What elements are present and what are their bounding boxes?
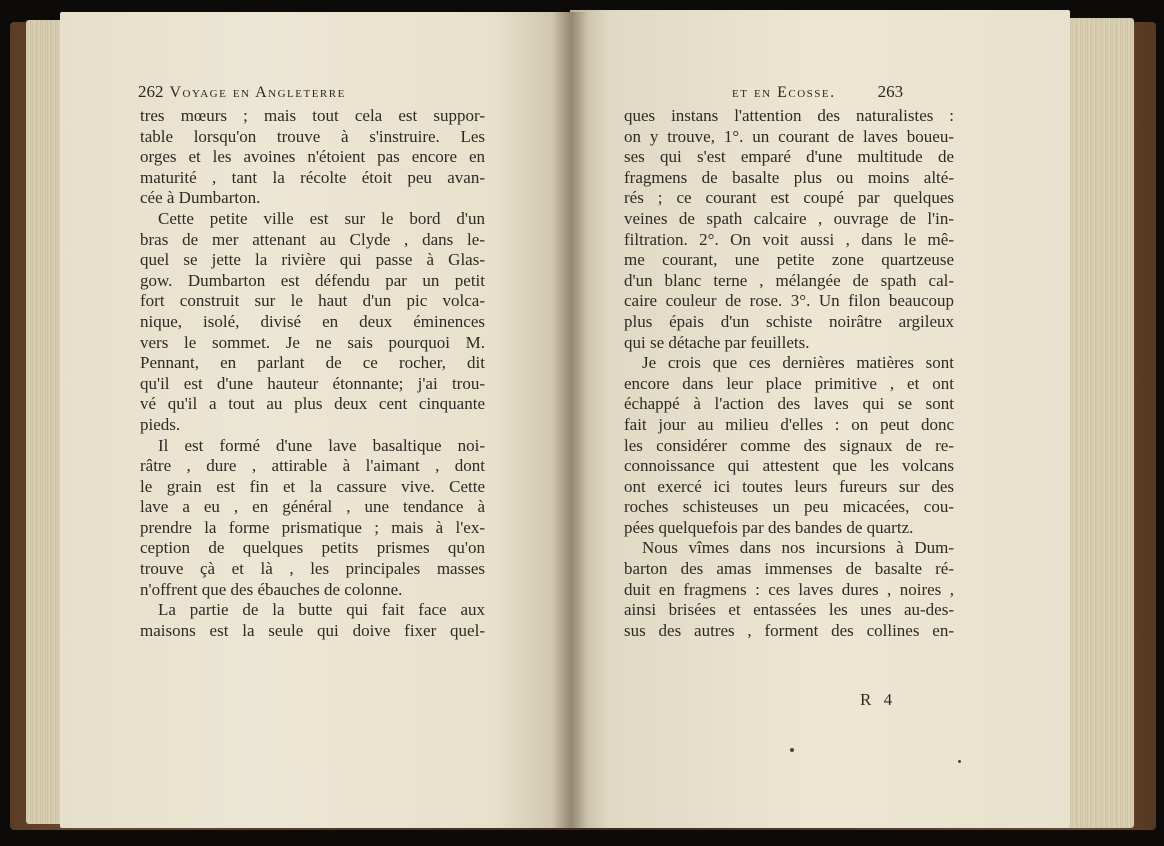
text-line: on y trouve, 1°. un courant de laves boueu- [624, 126, 954, 146]
text-line: sus des autres , forment des collines en- [624, 620, 954, 640]
text-line: Cette petite ville est sur le bord d'un [158, 208, 485, 228]
left-page-header [138, 82, 488, 102]
right-page-edges [1066, 18, 1134, 828]
text-line: rés ; ce courant est coupé par quelques [624, 188, 954, 208]
left-page-text [140, 106, 485, 641]
text-line: râtre , dure , attirable à l'aimant , dont [140, 456, 485, 476]
text-line: ont exercé ici toutes leurs fureurs sur des [624, 476, 954, 496]
text-line: trouve çà et là , les principales masses [140, 559, 485, 579]
right-page-number: 263 [877, 82, 904, 101]
text-line: fait jour au milieu d'elles : on peut donc [624, 414, 954, 434]
text-line: caire couleur de rose. 3°. Un filon beaucoup [624, 291, 954, 311]
text-line: qu'il est d'une hauteur étonnante; j'ai trou- [140, 373, 485, 393]
text-line: les considérer comme des signaux de re- [624, 435, 954, 455]
left-page-number: 262 [138, 82, 164, 101]
text-line: bras de mer attenant au Clyde , dans le- [140, 229, 485, 249]
text-line: qui se détache par feuillets. [624, 332, 810, 352]
text-line: maisons est la seule qui doive fixer quel- [140, 620, 485, 640]
text-line: d'un blanc terne , mélangée de spath cal- [624, 270, 954, 290]
text-line: lave a eu , en général , une tendance à [140, 497, 485, 517]
text-line: roches schisteuses un peu micacées, cou- [624, 497, 954, 517]
text-line: orges et les avoines n'étoient pas encore en [140, 147, 485, 167]
ink-spot [958, 760, 961, 763]
text-line: fort construit sur le haut d'un pic volca- [140, 291, 485, 311]
text-line: quel se jette la rivière qui passe à Glas- [140, 250, 485, 270]
text-line: Pennant, en parlant de ce rocher, dit [140, 353, 485, 373]
text-line: table lorsqu'on trouve à s'instruire. Les [140, 126, 485, 146]
right-page-text [624, 106, 954, 641]
text-line: n'offrent que des ébauches de colonne. [140, 579, 403, 599]
text-line: échappé à l'action des laves qui se sont [624, 394, 954, 414]
text-line: ques instans l'attention des naturalistes : [624, 106, 954, 125]
text-line: barton des amas immenses de basalte ré- [624, 559, 954, 579]
text-line: nique, isolé, divisé en deux éminences [140, 311, 485, 331]
text-line: duit en fragmens : ces laves dures , noires , [624, 579, 954, 599]
text-line: plus épais d'un schiste noirâtre argileux [624, 311, 954, 331]
book-gutter [552, 12, 588, 828]
text-line: tres mœurs ; mais tout cela est suppor- [140, 106, 485, 125]
text-line: pieds. [140, 414, 181, 434]
text-line: maturité , tant la récolte étoit peu avan- [140, 167, 485, 187]
text-line: Nous vîmes dans nos incursions à Dum- [642, 538, 954, 558]
text-line: vé qu'il a tout au plus deux cent cinquante [140, 394, 485, 414]
text-line: La partie de la butte qui fait face aux [158, 600, 485, 620]
left-running-title: Voyage en Angleterre [169, 84, 346, 101]
text-line: ses qui s'est emparé d'une multitude de [624, 147, 954, 167]
text-line: veines de spath calcaire , ouvrage de l'in- [624, 208, 954, 228]
text-line: fragmens de basalte plus ou moins alté- [624, 167, 954, 187]
right-running-title: et en Ecosse. [732, 84, 836, 101]
text-line: cée à Dumbarton. [140, 188, 261, 208]
text-line: pées quelquefois par des bandes de quartz. [624, 517, 914, 537]
right-page-header [622, 82, 962, 102]
text-line: vers le sommet. Je ne sais pourquoi M. [140, 332, 485, 352]
text-line: connoissance qui attestent que les volcans [624, 456, 954, 476]
ink-spot [790, 748, 794, 752]
text-line: Je crois que ces dernières matières sont [642, 353, 954, 373]
text-line: me courant, une petite zone quartzeuse [624, 250, 954, 270]
text-line: prendre la forme prismatique ; mais à l'ex- [140, 517, 485, 537]
text-line: ainsi brisées et entassées les unes au-des- [624, 600, 954, 620]
text-line: filtration. 2°. On voit aussi , dans le mê- [624, 229, 954, 249]
text-line: ception de quelques petits prismes qu'on [140, 538, 485, 558]
signature-mark: R 4 [860, 690, 897, 709]
text-line: le grain est fin et la cassure vive. Cette [140, 476, 485, 496]
text-line: gow. Dumbarton est défendu par un petit [140, 270, 485, 290]
text-line: Il est formé d'une lave basaltique noi- [158, 435, 485, 455]
text-line: encore dans leur place primitive , et ont [624, 373, 954, 393]
